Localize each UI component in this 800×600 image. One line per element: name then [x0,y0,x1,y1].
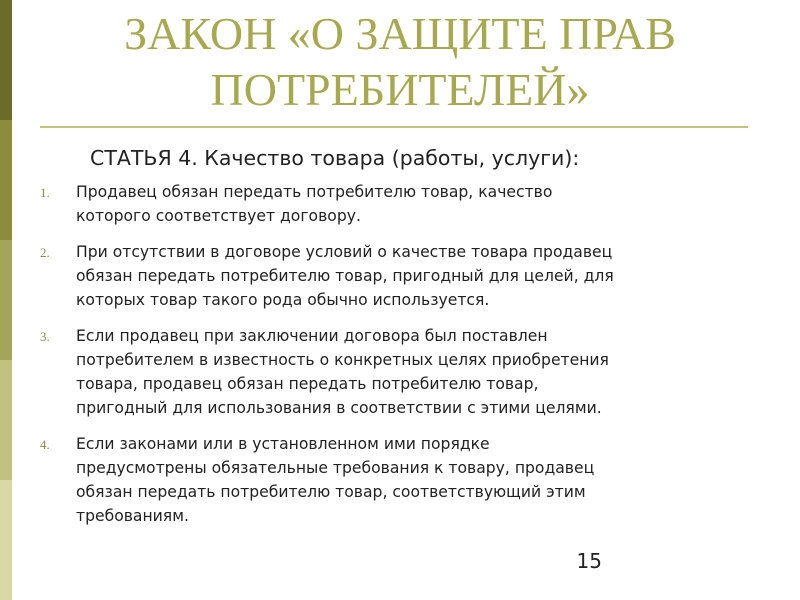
list-number: 3. [40,329,50,344]
item-text-line: предусмотрены обязательные требования к товару, продавец [76,459,595,477]
item-text-line: Продавец обязан передать потребителю товар, качество [76,183,553,201]
item-text-line: обязан передать потребителю товар, пригодный для целей, для [76,267,614,285]
list-item [40,180,760,228]
article-heading: СТАТЬЯ 4. Качество товара (работы, услуги): [90,146,580,170]
sidebar-segment [0,360,12,480]
item-text-line: обязан передать потребителю товар, соответствующий этим [76,483,586,501]
article-list [40,180,760,528]
slide-title [40,6,760,118]
title-line: ПОТРЕБИТЕЛЕЙ» [210,64,590,115]
page-number: 15 [576,549,602,573]
sidebar-segment [0,480,12,600]
sidebar-segment [0,120,12,240]
item-text-line: которого соответствует договору. [76,207,361,225]
title-divider [40,126,748,128]
item-text-line: Если законами или в установленном ими порядке [76,435,490,453]
item-text-line: требованиям. [76,507,189,525]
list-number: 1. [40,185,50,200]
sidebar-segment [0,0,12,120]
list-number: 2. [40,245,50,260]
title-line: ЗАКОН «О ЗАЩИТЕ ПРАВ [124,8,676,59]
sidebar-segment [0,240,12,360]
list-item [40,432,760,528]
list-item [40,240,760,312]
item-text-line: потребителем в известность о конкретных целях приобретения [76,351,609,369]
item-text-line: которых товар такого рода обычно используется. [76,291,490,309]
item-text-line: Если продавец при заключении договора был поставлен [76,327,548,345]
item-text-line: При отсутствии в договоре условий о качестве товара продавец [76,243,613,261]
item-text-line: пригодный для использования в соответствии с этими целями. [76,399,602,417]
list-number: 4. [40,437,50,452]
decorative-sidebar [0,0,12,600]
item-text-line: товара, продавец обязан передать потребителю товар, [76,375,539,393]
list-item [40,324,760,420]
